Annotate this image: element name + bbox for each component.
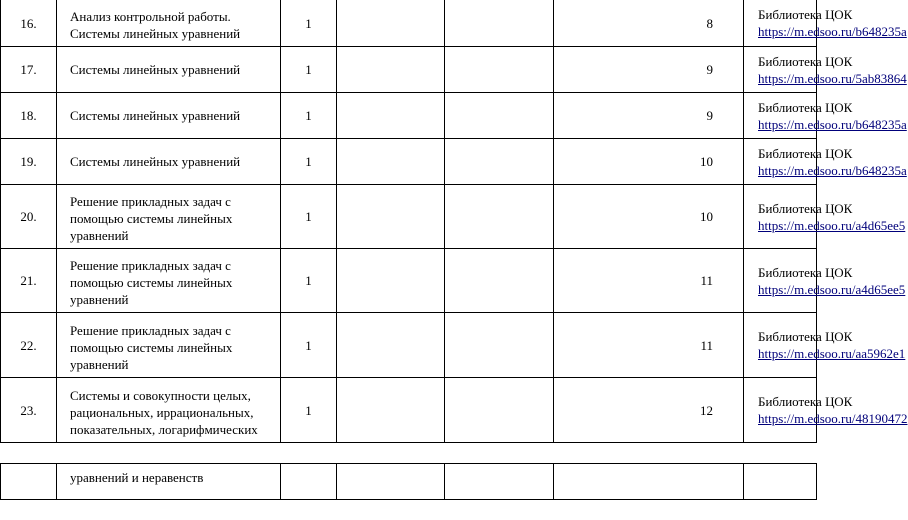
- hours-value: 1: [281, 47, 337, 93]
- empty-cell: [445, 93, 554, 139]
- hours-value: 1: [281, 139, 337, 185]
- empty-cell: [445, 464, 554, 500]
- topic-text: Системы линейных уравнений: [70, 62, 241, 77]
- topic-cell: [57, 185, 281, 249]
- table-row: [1, 0, 817, 47]
- table-row: [1, 464, 817, 500]
- row-number-cell: [1, 464, 57, 500]
- resource-label: Библиотека ЦОК: [758, 264, 853, 280]
- resource-link[interactable]: https://m.edsoo.ru/b648235a: [758, 24, 907, 39]
- topic-text: Решение прикладных задач с помощью системы линейных уравнений: [70, 322, 233, 372]
- empty-cell: [337, 47, 445, 93]
- resource-cell: [744, 185, 906, 249]
- hours-cell: [281, 464, 337, 500]
- row-number: 23.: [1, 378, 57, 443]
- table-row: [1, 47, 817, 93]
- resource-label: Библиотека ЦОК: [758, 145, 853, 161]
- resource-label: Библиотека ЦОК: [758, 329, 853, 344]
- hours-value: 1: [281, 378, 337, 443]
- resource-label: Библиотека ЦОК: [758, 53, 853, 69]
- resource-label: Библиотека ЦОК: [758, 200, 853, 216]
- resource-cell: [744, 249, 906, 313]
- topic-text: Решение прикладных задач с помощью системы линейных уравнений: [70, 194, 233, 243]
- week-cell: [554, 464, 744, 500]
- resource-link[interactable]: https://m.edsoo.ru/b648235a: [758, 162, 907, 178]
- hours-value: 1: [281, 249, 337, 313]
- table-row: [1, 378, 817, 443]
- empty-cell: [337, 139, 445, 185]
- week-value: 9: [554, 93, 744, 139]
- topic-cell: [57, 378, 281, 443]
- resource-cell: [744, 378, 908, 443]
- empty-cell: [337, 464, 445, 500]
- table-row: [1, 139, 817, 185]
- topic-cell: [57, 249, 281, 313]
- resource-cell: [744, 47, 907, 93]
- topic-text: уравнений и неравенств: [70, 470, 204, 485]
- row-number: 16.: [1, 0, 57, 47]
- empty-cell: [445, 378, 554, 443]
- table-row: [1, 93, 817, 139]
- topic-text: Системы линейных уравнений: [70, 154, 241, 169]
- row-number: 17.: [1, 47, 57, 93]
- topic-text: Решение прикладных задач с помощью системы линейных уравнений: [70, 258, 233, 307]
- empty-cell: [445, 139, 554, 185]
- hours-value: 1: [281, 0, 337, 47]
- resource-cell: [744, 0, 907, 47]
- resource-label: Библиотека ЦОК: [758, 7, 853, 22]
- resource-link[interactable]: https://m.edsoo.ru/a4d65ee5: [758, 217, 906, 233]
- empty-cell: [337, 0, 445, 47]
- resource-cell: [744, 139, 907, 185]
- resource-cell: [744, 93, 907, 139]
- resource-link[interactable]: https://m.edsoo.ru/b648235a: [758, 116, 907, 132]
- week-value: 11: [554, 249, 744, 313]
- table-row: [1, 185, 817, 249]
- lesson-plan-table-continuation: [0, 463, 817, 500]
- week-value: 11: [554, 313, 744, 378]
- resource-label: Библиотека ЦОК: [758, 394, 853, 409]
- hours-value: 1: [281, 313, 337, 378]
- page-break-gap: [0, 444, 816, 462]
- table-row: [1, 313, 817, 378]
- empty-cell: [337, 185, 445, 249]
- topic-cell: [57, 93, 281, 139]
- week-value: 8: [554, 0, 744, 47]
- empty-cell: [445, 47, 554, 93]
- resource-label: Библиотека ЦОК: [758, 99, 853, 115]
- empty-cell: [337, 313, 445, 378]
- topic-cell: [57, 464, 281, 500]
- empty-cell: [337, 378, 445, 443]
- empty-cell: [445, 313, 554, 378]
- resource-link[interactable]: https://m.edsoo.ru/a4d65ee5: [758, 281, 906, 297]
- resource-link[interactable]: https://m.edsoo.ru/aa5962e1: [758, 346, 906, 361]
- resource-link[interactable]: https://m.edsoo.ru/5ab83864: [758, 70, 907, 86]
- resource-cell: [744, 313, 906, 378]
- week-value: 12: [554, 378, 744, 443]
- resource-cell: [744, 464, 817, 500]
- week-value: 9: [554, 47, 744, 93]
- hours-value: 1: [281, 185, 337, 249]
- row-number: 20.: [1, 185, 57, 249]
- empty-cell: [445, 0, 554, 47]
- empty-cell: [337, 249, 445, 313]
- empty-cell: [337, 93, 445, 139]
- resource-link[interactable]: https://m.edsoo.ru/48190472: [758, 411, 908, 426]
- topic-text: Системы линейных уравнений: [70, 108, 241, 123]
- topic-cell: [57, 139, 281, 185]
- topic-cell: [57, 47, 281, 93]
- empty-cell: [445, 249, 554, 313]
- row-number: 19.: [1, 139, 57, 185]
- week-value: 10: [554, 185, 744, 249]
- topic-cell: [57, 313, 281, 378]
- week-value: 10: [554, 139, 744, 185]
- table-row: [1, 249, 817, 313]
- topic-text: Анализ контрольной работы. Системы линейных уравнений: [70, 9, 241, 41]
- topic-text: Системы и совокупности целых, рациональных, иррациональных, показательных, логарифмических: [70, 387, 258, 437]
- row-number: 21.: [1, 249, 57, 313]
- row-number: 22.: [1, 313, 57, 378]
- hours-value: 1: [281, 93, 337, 139]
- topic-cell: [57, 0, 281, 47]
- empty-cell: [445, 185, 554, 249]
- row-number: 18.: [1, 93, 57, 139]
